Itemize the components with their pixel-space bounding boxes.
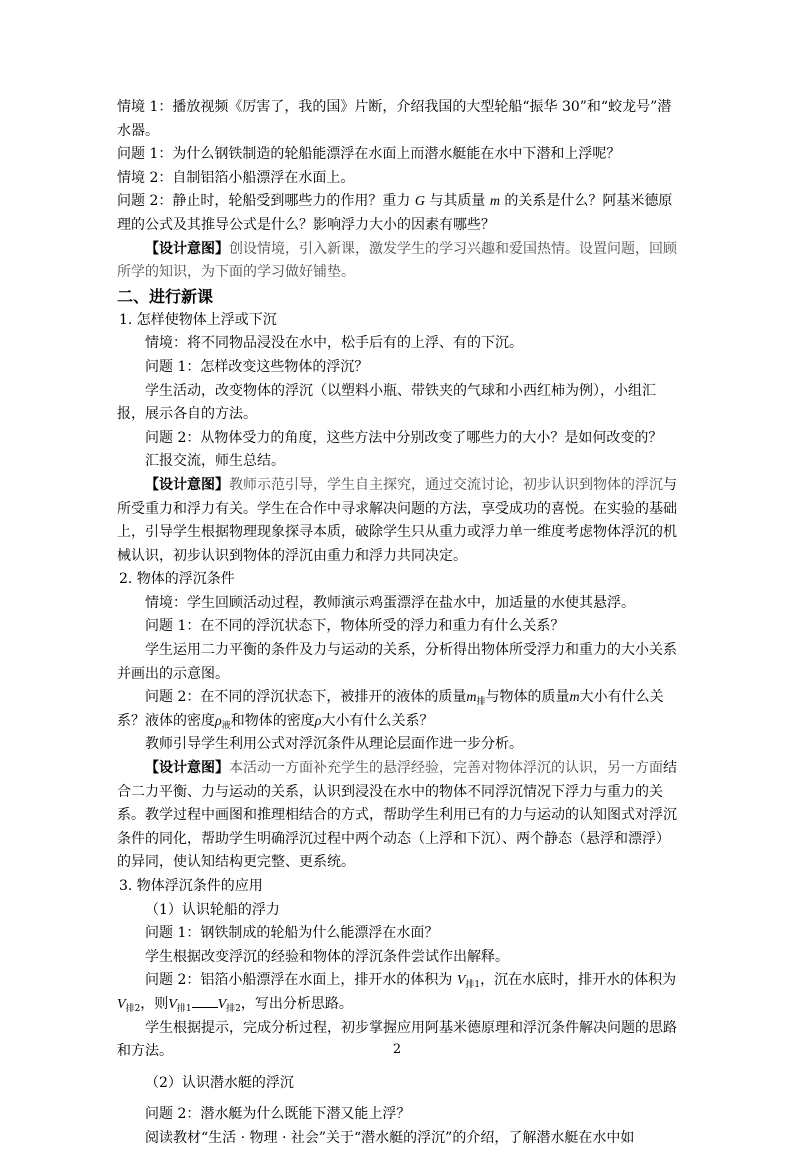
s1-question-1: 问题 1：怎样改变这些物体的浮沉？	[145, 358, 369, 375]
s2-teacher-guide: 教师引导学生利用公式对浮沉条件从理论层面作进一步分析。	[145, 736, 523, 753]
design-intent-2: 【设计意图】教师示范引导，学生自主探究，通过交流讨论，初步认识到物体的浮沉与所受重力和浮力有关。学生在合作中寻求解决问题的方法，享受成功的喜悦。在实验的基础上，引导学生根据物理现象探寻本质，破除学生只从重力或浮力单一维度考虑物体浮沉的机械认识，初步认识到物体的浮沉由重力和浮力共同决定。	[117, 476, 677, 564]
s2-analysis: 学生运用二力平衡的条件及力与运动的关系，分析得出物体所受浮力和重力的大小关系并画出的示意图。	[117, 642, 677, 682]
s1-scenario: 情境：将不同物品浸没在水中，松手后有的上浮、有的下沉。	[145, 335, 523, 352]
subsection-1-title: 1. 怎样使物体上浮或下沉	[119, 311, 277, 328]
scenario-1: 情境 1：播放视频《厉害了，我的国》片断，介绍我国的大型轮船“振华 30”和“蛟龙号”潜水器。	[117, 99, 672, 139]
s3-explain: 学生根据改变浮沉的经验和物体的浮沉条件尝试作出解释。	[145, 948, 509, 965]
s2-question-2: 问题 2：在不同的浮沉状态下，被排开的液体的质量$m_排$与物体的质量m大小有什么关系？液体的密度$\rho_液$和物体的密度ρ大小有什么关系？	[117, 689, 664, 731]
s3-question-2: 问题 2：铝箔小船漂浮在水面上，排开水的体积为 $V_{排1}$，沉在水底时，排开水的体积为 $V_{排2}$，则$V_{排1}$ $V_{排2}$，写出分析思路。	[117, 972, 677, 1014]
answer-blank	[192, 995, 218, 1008]
question-1: 问题 1：为什么钢铁制造的轮船能漂浮在水面上而潜水艇能在水中下潜和上浮呢？	[117, 146, 621, 163]
s3-reading: 阅读教材“生活 · 物理 · 社会”关于“潜水艇的浮沉”的介绍，了解潜水艇在水中如	[145, 1129, 635, 1146]
design-intent-3: 【设计意图】本活动一方面补充学生的悬浮经验，完善对物体浮沉的认识，另一方面结合二力平衡、力与运动的关系，认识到浸没在水中的物体不同浮沉情况下浮力与重力的关系。教学过程中画图和推理相结合的方式，帮助学生利用已有的力与运动的认知图式对浮沉条件的同化，帮助学生明确浮沉过程中两个动态（上浮和下沉）、两个静态（悬浮和漂浮）的异同，使认知结构更完整、更系统。	[117, 760, 677, 871]
s3-sub-1: （1）认识轮船的浮力	[145, 901, 280, 918]
s3-sub-2: （2）认识潜水艇的浮沉	[145, 1074, 294, 1091]
section-heading-2: 二、进行新课	[117, 286, 214, 306]
question-2: 问题 2：静止时，轮船受到哪些力的作用？重力 G 与其质量 m 的关系是什么？阿基米德原理的公式及其推导公式是什么？影响浮力大小的因素有哪些？	[117, 193, 673, 233]
s1-activity: 学生活动，改变物体的浮沉（以塑料小瓶、带铁夹的气球和小西红柿为例），小组汇报，展示各自的方法。	[117, 382, 656, 423]
s3-question-1: 问题 1：钢铁制成的轮船为什么能漂浮在水面？	[145, 925, 439, 942]
s2-question-1: 问题 1：在不同的浮沉状态下，物体所受的浮力和重力有什么关系？	[145, 618, 565, 635]
document-page	[117, 96, 677, 1151]
s1-question-2: 问题 2：从物体受力的角度，这些方法中分别改变了哪些力的大小？是如何改变的？	[145, 429, 663, 446]
s3-method: 学生根据提示，完成分析过程，初步掌握应用阿基米德原理和浮沉条件解决问题的思路和方法。	[117, 1019, 677, 1060]
subsection-3-title: 3. 物体浮沉条件的应用	[119, 878, 263, 894]
scenario-2: 情境 2：自制铝箔小船漂浮在水面上。	[117, 169, 355, 186]
s3-question-3: 问题 2：潜水艇为什么既能下潜又能上浮？	[145, 1106, 411, 1123]
design-intent-1: 【设计意图】创设情境，引入新课，激发学生的学习兴趣和爱国热情。设置问题，回顾所学的知识，为下面的学习做好铺垫。	[117, 240, 677, 281]
subsection-2-title: 2. 物体的浮沉条件	[119, 571, 235, 588]
s1-summary: 汇报交流，师生总结。	[145, 453, 285, 470]
page-number: 2	[392, 1042, 402, 1057]
s2-scenario: 情境：学生回顾活动过程，教师演示鸡蛋漂浮在盐水中，加适量的水使其悬浮。	[145, 594, 635, 611]
